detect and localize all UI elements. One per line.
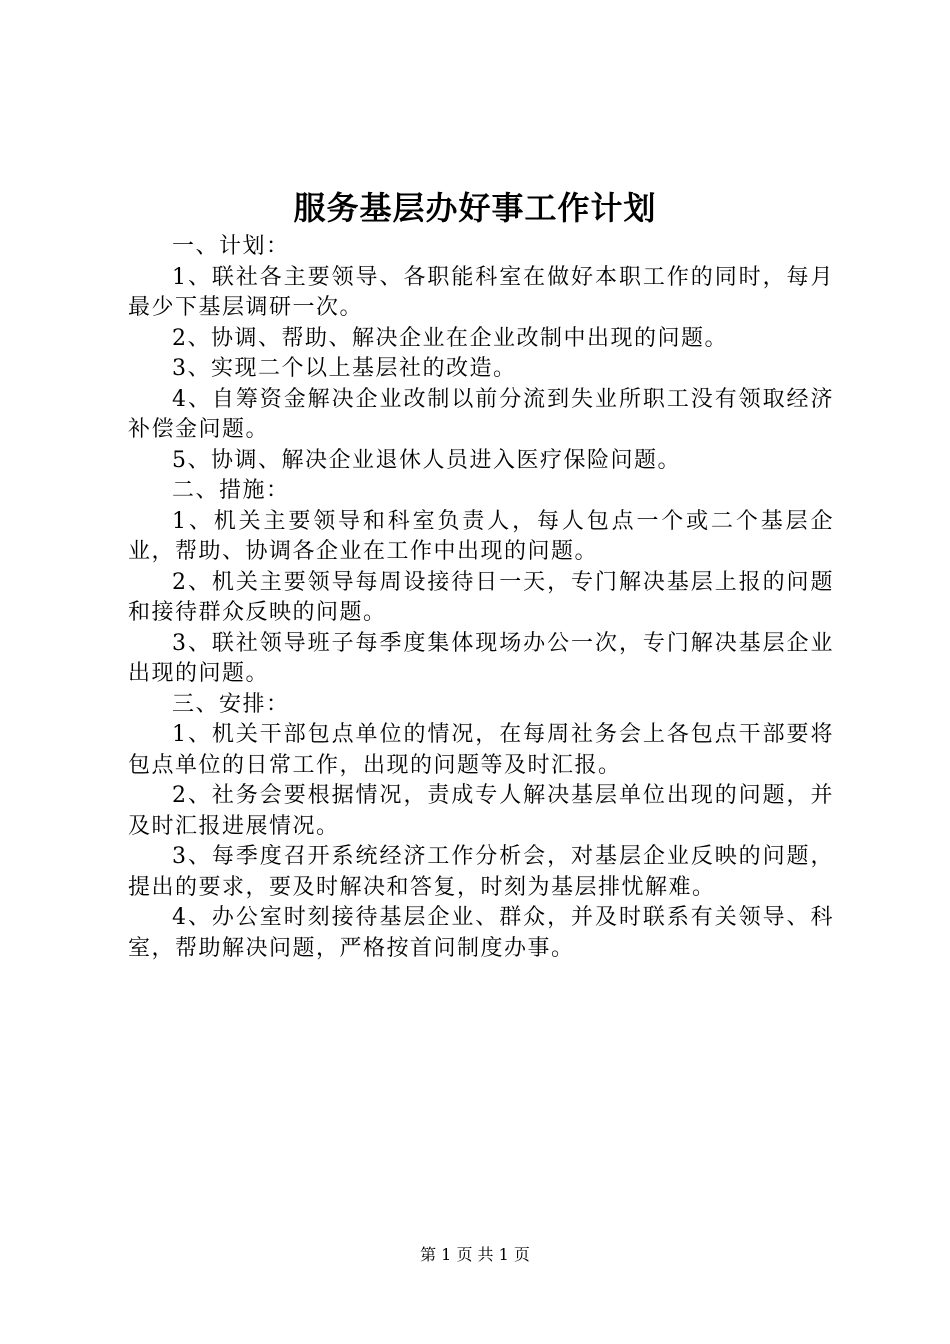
- section-heading-plan: 一、计划：: [172, 234, 290, 259]
- paragraph: 5、协调、解决企业退休人员进入医疗保险问题。: [172, 447, 681, 473]
- paragraph: 3、联社领导班子每季度集体现场办公一次，专门解决基层企业出现的问题。: [128, 630, 834, 686]
- paragraph: 1、机关主要领导和科室负责人，每人包点一个或二个基层企业，帮助、协调各企业在工作中出现的问题。: [128, 508, 834, 564]
- paragraph: 4、办公室时刻接待基层企业、群众，并及时联系有关领导、科室，帮助解决问题，严格按首问制度办事。: [128, 905, 834, 961]
- paragraph: 4、自筹资金解决企业改制以前分流到失业所职工没有领取经济补偿金问题。: [128, 386, 834, 442]
- paragraph: 3、每季度召开系统经济工作分析会，对基层企业反映的问题，提出的要求，要及时解决和答复，时刻为基层排忧解难。: [128, 844, 834, 900]
- document-body: [128, 232, 834, 964]
- section-heading-measures: 二、措施：: [172, 478, 290, 503]
- page-number-footer: 第 1 页 共 1 页: [420, 1245, 530, 1264]
- paragraph: 1、机关干部包点单位的情况，在每周社务会上各包点干部要将包点单位的日常工作，出现的问题等及时汇报。: [128, 722, 834, 778]
- paragraph: 2、机关主要领导每周设接待日一天，专门解决基层上报的问题和接待群众反映的问题。: [128, 569, 834, 625]
- paragraph: 1、联社各主要领导、各职能科室在做好本职工作的同时，每月最少下基层调研一次。: [128, 264, 834, 320]
- paragraph: 2、协调、帮助、解决企业在企业改制中出现的问题。: [172, 325, 728, 351]
- section-heading-arrangement: 三、安排：: [172, 691, 290, 717]
- paragraph: 3、实现二个以上基层社的改造。: [172, 356, 517, 381]
- document-title: 服务基层办好事工作计划: [293, 189, 657, 227]
- paragraph: 2、社务会要根据情况，责成专人解决基层单位出现的问题，并及时汇报进展情况。: [128, 783, 834, 839]
